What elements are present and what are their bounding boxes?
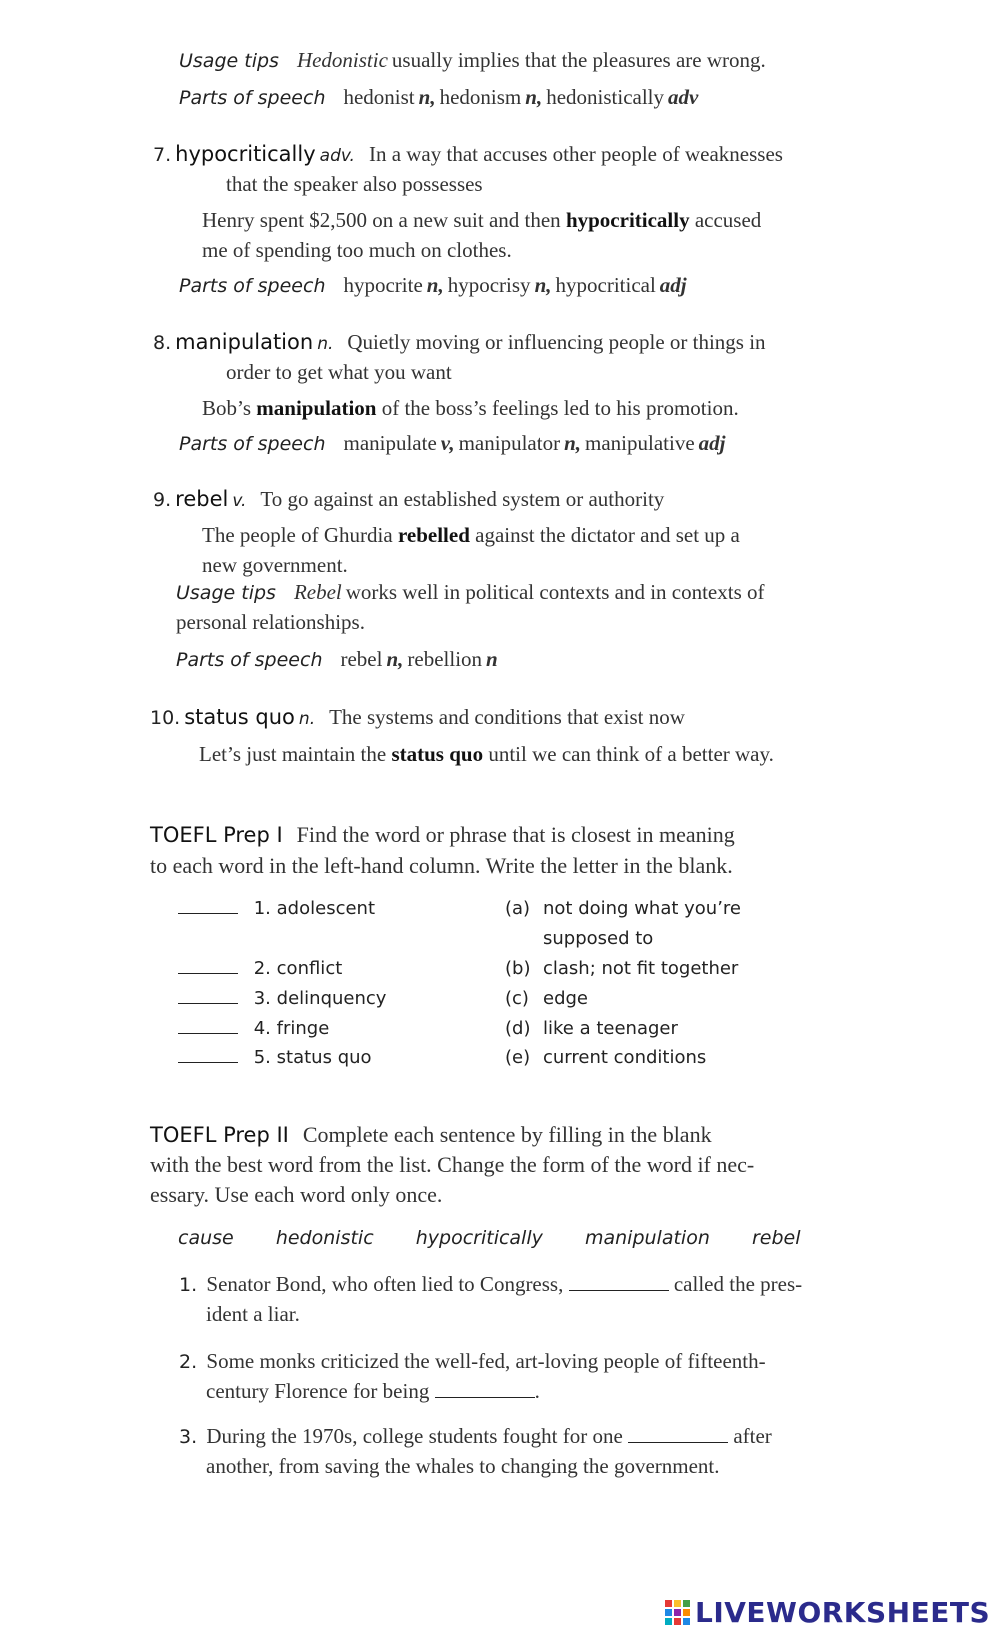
entry7-example: Henry spent $2,500 on a new suit and then hypocritically accused xyxy=(202,208,762,232)
entry8-headword-line xyxy=(153,330,766,355)
usage-word: Hedonistic xyxy=(296,48,388,72)
section-title: TOEFL Prep II xyxy=(150,1123,289,1147)
headword: hypocritically xyxy=(175,142,316,166)
part-of-speech: n. xyxy=(317,334,334,354)
fill-item-3-line2: another, from saving the whales to changing the government. xyxy=(206,1454,720,1478)
part-of-speech: n. xyxy=(298,709,316,729)
entry9-example: The people of Ghurdia rebelled against the dictator and set up a xyxy=(202,523,740,547)
match-row-3: 3. delinquency xyxy=(178,988,386,1009)
entry7-definition-line2: that the speaker also possesses xyxy=(226,172,483,196)
definition: The systems and conditions that exist now xyxy=(329,705,685,729)
fill-item-2: 2. Some monks criticized the well-fed, art-loving people of fifteenth- xyxy=(179,1349,766,1373)
instructions: Find the word or phrase that is closest in meaning xyxy=(296,822,735,847)
answer-blank[interactable] xyxy=(628,1441,728,1443)
entry-number: 7. xyxy=(153,144,172,166)
choice-d: (d) like a teenager xyxy=(505,1018,678,1039)
choice-b: (b) clash; not fit together xyxy=(505,958,739,979)
entry8-definition-line2: order to get what you want xyxy=(226,360,452,384)
word-bank-item: hypocritically xyxy=(415,1227,543,1249)
parts-of-speech-label: Parts of speech xyxy=(179,87,326,109)
answer-blank[interactable] xyxy=(178,1002,238,1004)
choice-a: (a) not doing what you’re xyxy=(505,898,742,919)
entry-number: 10. xyxy=(150,707,181,729)
entry10-example: Let’s just maintain the status quo until we can think of a better way. xyxy=(199,742,774,766)
entry7-example-line2: me of spending too much on clothes. xyxy=(202,238,512,262)
entry9-usage-tips: Usage tips Rebel works well in political contexts and in contexts of xyxy=(176,580,765,604)
entry6-parts-of-speech: Parts of speech hedonist n, hedonism n, hedonistically adv xyxy=(179,85,699,109)
word-bank-item: rebel xyxy=(751,1227,801,1249)
toefl1-instructions-line2: to each word in the left-hand column. Write the letter in the blank. xyxy=(150,853,733,878)
match-row-1: 1. adolescent xyxy=(178,898,375,919)
entry9-example-line2: new government. xyxy=(202,553,348,577)
part-of-speech: adv. xyxy=(319,146,355,166)
match-row-4: 4. fringe xyxy=(178,1018,329,1039)
entry9-headword-line xyxy=(153,487,664,512)
fill-item-1: 1. Senator Bond, who often lied to Congress, called the pres- xyxy=(179,1272,803,1296)
usage-text: usually implies that the pleasures are wrong. xyxy=(391,48,766,72)
toefl1-heading xyxy=(150,822,735,848)
entry8-example: Bob’s manipulation of the boss’s feelings led to his promotion. xyxy=(202,396,739,420)
entry7-parts-of-speech: Parts of speech hypocrite n, hypocrisy n, hypocritical adj xyxy=(179,273,687,297)
definition: In a way that accuses other people of weaknesses xyxy=(368,142,783,166)
toefl2-heading xyxy=(150,1122,712,1148)
answer-blank[interactable] xyxy=(178,912,238,914)
logo-grid-icon xyxy=(665,1600,691,1626)
answer-blank[interactable] xyxy=(178,1061,238,1063)
answer-blank[interactable] xyxy=(435,1396,535,1398)
fill-item-3: 3. During the 1970s, college students fought for one after xyxy=(179,1424,772,1448)
usage-tips-label: Usage tips xyxy=(179,50,279,72)
entry9-parts-of-speech: Parts of speech rebel n, rebellion n xyxy=(176,647,498,671)
entry8-parts-of-speech: Parts of speech manipulate v, manipulator n, manipulative adj xyxy=(179,431,726,455)
word-bank-item: cause xyxy=(178,1227,234,1249)
definition: Quietly moving or influencing people or things in xyxy=(347,330,766,354)
toefl2-instructions-line2: with the best word from the list. Change the form of the word if nec- xyxy=(150,1152,755,1177)
answer-blank[interactable] xyxy=(178,1032,238,1034)
entry-number: 8. xyxy=(153,332,172,354)
fill-item-2-line2: century Florence for being . xyxy=(206,1379,540,1403)
fill-item-1-line2: ident a liar. xyxy=(206,1302,300,1326)
definition: To go against an established system or authority xyxy=(260,487,665,511)
entry-number: 9. xyxy=(153,489,172,511)
logo-text: LIVEWORKSHEETS xyxy=(695,1596,991,1629)
headword: status quo xyxy=(184,705,295,729)
part-of-speech: v. xyxy=(232,491,247,511)
headword: manipulation xyxy=(175,330,314,354)
instructions: Complete each sentence by filling in the blank xyxy=(302,1122,712,1147)
entry9-usage-line2: personal relationships. xyxy=(176,610,365,634)
entry10-headword-line xyxy=(150,705,685,730)
word-bank xyxy=(178,1227,801,1249)
entry6-usage-tips xyxy=(179,48,766,73)
match-row-5: 5. status quo xyxy=(178,1047,372,1068)
answer-blank[interactable] xyxy=(178,972,238,974)
liveworksheets-logo xyxy=(665,1596,990,1629)
section-title: TOEFL Prep I xyxy=(150,823,283,847)
choice-c: (c) edge xyxy=(505,988,588,1009)
toefl2-instructions-line3: essary. Use each word only once. xyxy=(150,1182,443,1207)
match-row-2: 2. conflict xyxy=(178,958,342,979)
answer-blank[interactable] xyxy=(569,1289,669,1291)
word-bank-item: manipulation xyxy=(584,1227,710,1249)
headword: rebel xyxy=(175,487,229,511)
choice-e: (e) current conditions xyxy=(505,1047,707,1068)
entry7-headword-line xyxy=(153,142,783,167)
choice-a-line2: supposed to xyxy=(543,928,654,949)
word-bank-item: hedonistic xyxy=(275,1227,374,1249)
